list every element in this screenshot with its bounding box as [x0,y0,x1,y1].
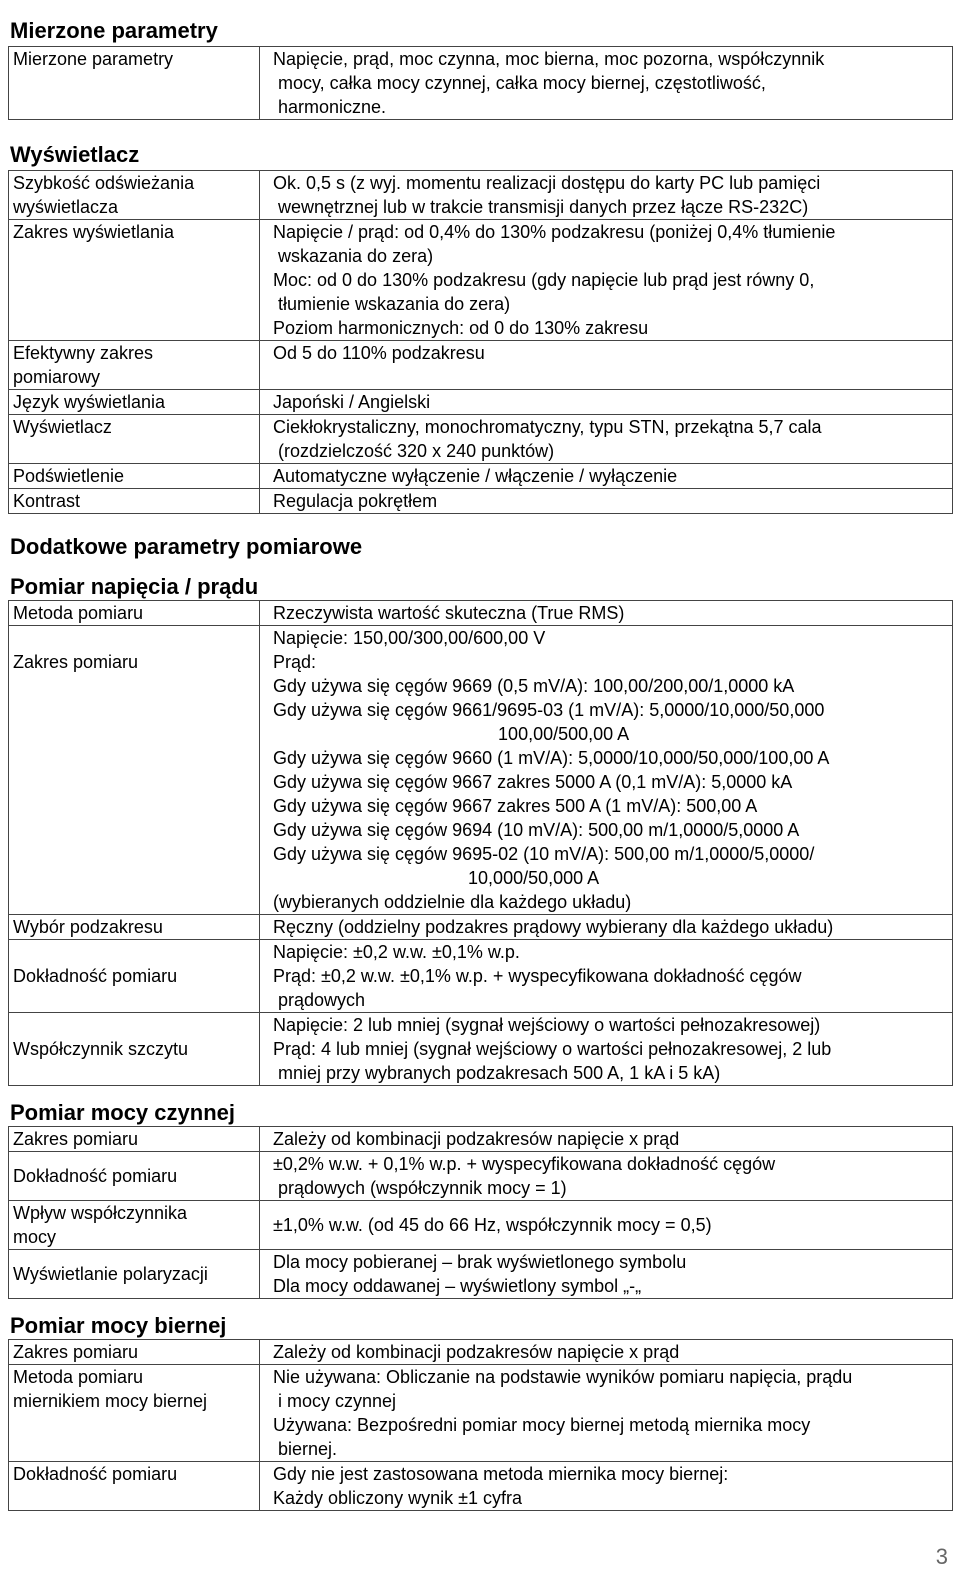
table-row [9,1340,953,1365]
row-value: Napięcie, prąd, moc czynna, moc bierna, moc pozorna, współczynnik mocy, całka mocy czynnej, całka mocy biernej, częstotliwość, harmoniczne. [260,47,953,120]
row-label: Wpływ współczynnika mocy [9,1201,260,1250]
row-label: Metoda pomiaru [9,601,260,626]
row-value: Ręczny (oddzielny podzakres prądowy wybierany dla każdego układu) [260,915,953,940]
row-label: Dokładność pomiaru [9,1462,260,1511]
row-value: Napięcie: 150,00/300,00/600,00 V Prąd: Gdy używa się cęgów 9669 (0,5 mV/A): 100,00/200,00/1,0000 kA Gdy używa się cęgów 9661/9695-03 (1 mV/A): 5,0000/10,000/50,000 100,00/500,00 A Gdy używa się cęgów 9660 (1 mV/A): 5,0000/10,000/50,000/100,00 A Gdy używa się cęgów 9667 zakres 5000 A (0,1 mV/A): 5,0000 kA Gdy używa się cęgów 9667 zakres 500 A (1 mV/A): 500,00 A Gdy używa się cęgów 9694 (10 mV/A): 500,00 m/1,0000/5,0000 A Gdy używa się cęgów 9695-02 (10 mV/A): 500,00 m/1,0000/5,0000/ 10,000/50,000 A (wybieranych oddzielnie dla każdego układu) [260,626,953,915]
table-row [9,1462,953,1511]
table-row [9,915,953,940]
reactive-power-table [8,1339,953,1511]
row-value: Od 5 do 110% podzakresu [260,341,953,390]
row-value: Ok. 0,5 s (z wyj. momentu realizacji dostępu do karty PC lub pamięci wewnętrznej lub w trakcie transmisji danych przez łącze RS-232C) [260,171,953,220]
spec-page [8,18,954,1511]
table-row [9,1127,953,1152]
row-value: ±1,0% w.w. (od 45 do 66 Hz, współczynnik mocy = 0,5) [260,1201,953,1250]
row-label: Kontrast [9,489,260,514]
row-label: Dokładność pomiaru [9,1152,260,1201]
row-value: Gdy nie jest zastosowana metoda miernika mocy biernej: Każdy obliczony wynik ±1 cyfra [260,1462,953,1511]
row-value: Japoński / Angielski [260,390,953,415]
row-label: Dokładność pomiaru [9,940,260,1013]
section-title-additional: Dodatkowe parametry pomiarowe [10,534,363,559]
page-number: 3 [935,1544,948,1569]
table-row [9,341,953,390]
row-label: Zakres wyświetlania [9,220,260,341]
row-label: Wyświetlanie polaryzacji [9,1250,260,1299]
table-row [9,220,953,341]
display-table [8,170,953,514]
row-value: Napięcie / prąd: od 0,4% do 130% podzakresu (poniżej 0,4% tłumienie wskazania do zera) Moc: od 0 do 130% podzakresu (gdy napięcie lub prąd jest równy 0, tłumienie wskazania do zera) Poziom harmonicznych: od 0 do 130% zakresu [260,220,953,341]
table-row [9,1152,953,1201]
row-label: Szybkość odświeżania wyświetlacza [9,171,260,220]
row-value: Automatyczne wyłączenie / włączenie / wyłączenie [260,464,953,489]
row-label: Zakres pomiaru [9,1340,260,1365]
table-row [9,1013,953,1086]
row-value: Napięcie: ±0,2 w.w. ±0,1% w.p. Prąd: ±0,2 w.w. ±0,1% w.p. + wyspecyfikowana dokładność cęgów prądowych [260,940,953,1013]
row-label: Język wyświetlania [9,390,260,415]
section-title-measured: Mierzone parametry [10,18,218,43]
table-row [9,47,953,120]
row-label: Wybór podzakresu [9,915,260,940]
row-value: Rzeczywista wartość skuteczna (True RMS) [260,601,953,626]
section-title-voltage-current: Pomiar napięcia / prądu [10,574,259,599]
measured-parameters-table [8,46,953,120]
row-label: Wyświetlacz [9,415,260,464]
row-label: Metoda pomiaru miernikiem mocy biernej [9,1365,260,1462]
table-row [9,390,953,415]
table-row [9,1201,953,1250]
table-row [9,601,953,626]
table-row [9,940,953,1013]
row-value: Dla mocy pobieranej – brak wyświetlonego symbolu Dla mocy oddawanej – wyświetlony symbol „-„ [260,1250,953,1299]
table-row [9,626,953,915]
table-row [9,464,953,489]
row-value: Zależy od kombinacji podzakresów napięcie x prąd [260,1340,953,1365]
row-label: Zakres pomiaru [9,1127,260,1152]
row-label: Mierzone parametry [9,47,260,120]
row-label: Zakres pomiaru [9,626,260,915]
row-label: Podświetlenie [9,464,260,489]
row-value: ±0,2% w.w. + 0,1% w.p. + wyspecyfikowana dokładność cęgów prądowych (współczynnik mocy = 1) [260,1152,953,1201]
row-value: Nie używana: Obliczanie na podstawie wyników pomiaru napięcia, prądu i mocy czynnej Używana: Bezpośredni pomiar mocy biernej metodą miernika mocy biernej. [260,1365,953,1462]
active-power-table [8,1126,953,1299]
table-row [9,489,953,514]
section-title-reactive-power: Pomiar mocy biernej [10,1313,227,1338]
row-value: Napięcie: 2 lub mniej (sygnał wejściowy o wartości pełnozakresowej) Prąd: 4 lub mniej (sygnał wejściowy o wartości pełnozakresowej, 2 lub mniej przy wybranych podzakresach 500 A, 1 kA i 5 kA) [260,1013,953,1086]
row-value: Zależy od kombinacji podzakresów napięcie x prąd [260,1127,953,1152]
section-title-display: Wyświetlacz [10,142,140,167]
row-label: Współczynnik szczytu [9,1013,260,1086]
row-value: Ciekłokrystaliczny, monochromatyczny, typu STN, przekątna 5,7 cala (rozdzielczość 320 x 240 punktów) [260,415,953,464]
table-row [9,171,953,220]
table-row [9,1365,953,1462]
table-row [9,1250,953,1299]
section-title-active-power: Pomiar mocy czynnej [10,1100,235,1125]
row-value: Regulacja pokrętłem [260,489,953,514]
row-label: Efektywny zakres pomiarowy [9,341,260,390]
voltage-current-table [8,600,953,1086]
table-row [9,415,953,464]
